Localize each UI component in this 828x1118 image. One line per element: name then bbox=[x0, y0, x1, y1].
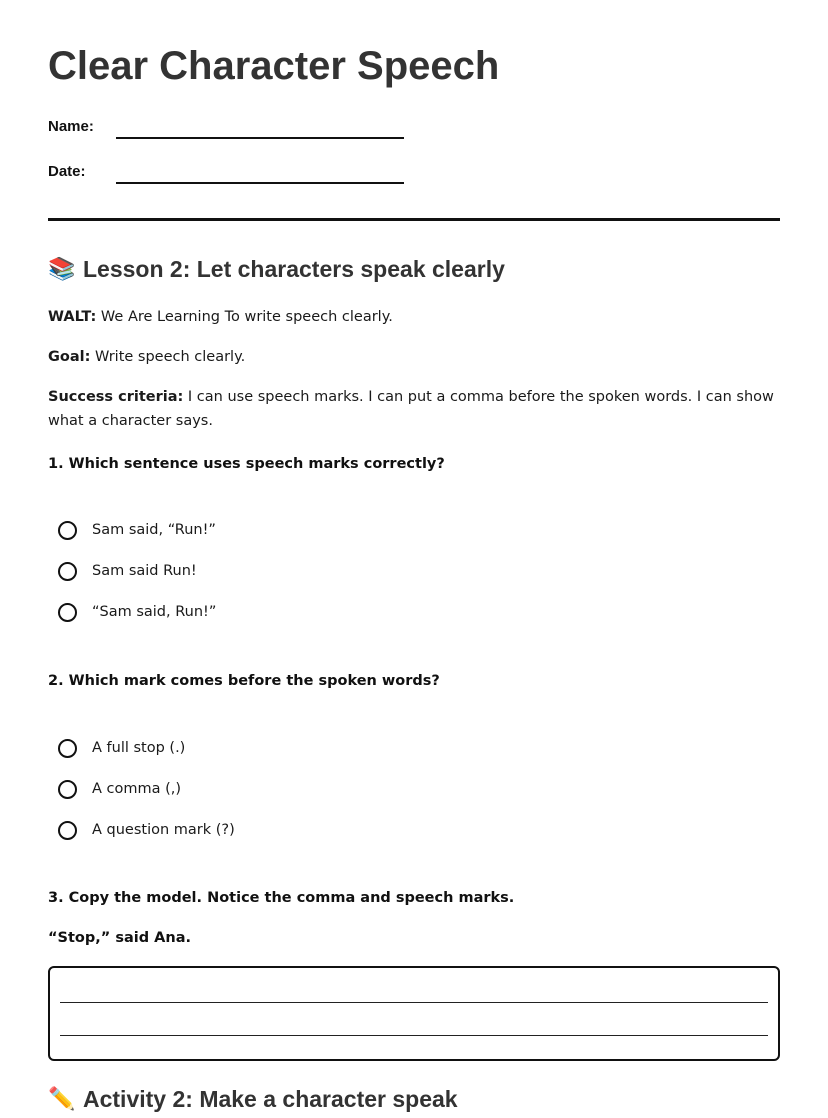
q1-option-2[interactable] bbox=[58, 559, 197, 583]
q2-option-2[interactable] bbox=[58, 777, 181, 801]
goal-label: Goal: bbox=[48, 349, 91, 365]
books-icon: 📚 bbox=[48, 257, 76, 282]
name-label: Name: bbox=[48, 118, 94, 135]
header-divider bbox=[48, 218, 780, 221]
option-label: “Sam said, Run!” bbox=[92, 604, 217, 620]
radio-button[interactable] bbox=[58, 821, 77, 840]
option-label: A full stop (.) bbox=[92, 740, 186, 756]
option-label: Sam said, “Run!” bbox=[92, 522, 216, 538]
goal-line bbox=[48, 345, 778, 369]
walt-line bbox=[48, 305, 778, 329]
radio-button[interactable] bbox=[58, 739, 77, 758]
radio-button[interactable] bbox=[58, 562, 77, 581]
activity-heading-text: Activity 2: Make a character speak bbox=[83, 1086, 458, 1112]
question-2: 2. Which mark comes before the spoken words? bbox=[48, 673, 440, 689]
radio-button[interactable] bbox=[58, 780, 77, 799]
radio-button[interactable] bbox=[58, 603, 77, 622]
writing-line bbox=[60, 1002, 768, 1003]
q2-option-1[interactable] bbox=[58, 736, 185, 760]
goal-text: Write speech clearly. bbox=[90, 349, 246, 365]
q1-option-1[interactable] bbox=[58, 518, 216, 542]
writing-line bbox=[60, 1035, 768, 1036]
walt-label: WALT: bbox=[48, 309, 97, 325]
date-label: Date: bbox=[48, 163, 86, 180]
option-label: A comma (,) bbox=[92, 781, 182, 797]
lesson-heading bbox=[48, 256, 505, 283]
page-title: Clear Character Speech bbox=[48, 44, 500, 88]
q2-option-3[interactable] bbox=[58, 818, 235, 842]
q1-option-3[interactable] bbox=[58, 600, 216, 624]
answer-box[interactable] bbox=[48, 966, 780, 1061]
model-sentence: “Stop,” said Ana. bbox=[48, 930, 191, 946]
success-text: I can use speech marks. I can put a comma before the spoken words. I can show what a character says. bbox=[48, 389, 774, 429]
walt-text: We Are Learning To write speech clearly. bbox=[96, 309, 393, 325]
activity-heading bbox=[48, 1086, 458, 1113]
pencil-icon: ✏️ bbox=[48, 1087, 76, 1112]
option-label: Sam said Run! bbox=[92, 563, 197, 579]
success-label: Success criteria: bbox=[48, 389, 184, 405]
success-criteria bbox=[48, 385, 778, 433]
option-label: A question mark (?) bbox=[92, 822, 235, 838]
lesson-heading-text: Lesson 2: Let characters speak clearly bbox=[83, 256, 505, 282]
question-3: 3. Copy the model. Notice the comma and speech marks. bbox=[48, 890, 515, 906]
question-1: 1. Which sentence uses speech marks correctly? bbox=[48, 456, 445, 472]
name-field[interactable] bbox=[116, 137, 404, 139]
date-field[interactable] bbox=[116, 182, 404, 184]
radio-button[interactable] bbox=[58, 521, 77, 540]
